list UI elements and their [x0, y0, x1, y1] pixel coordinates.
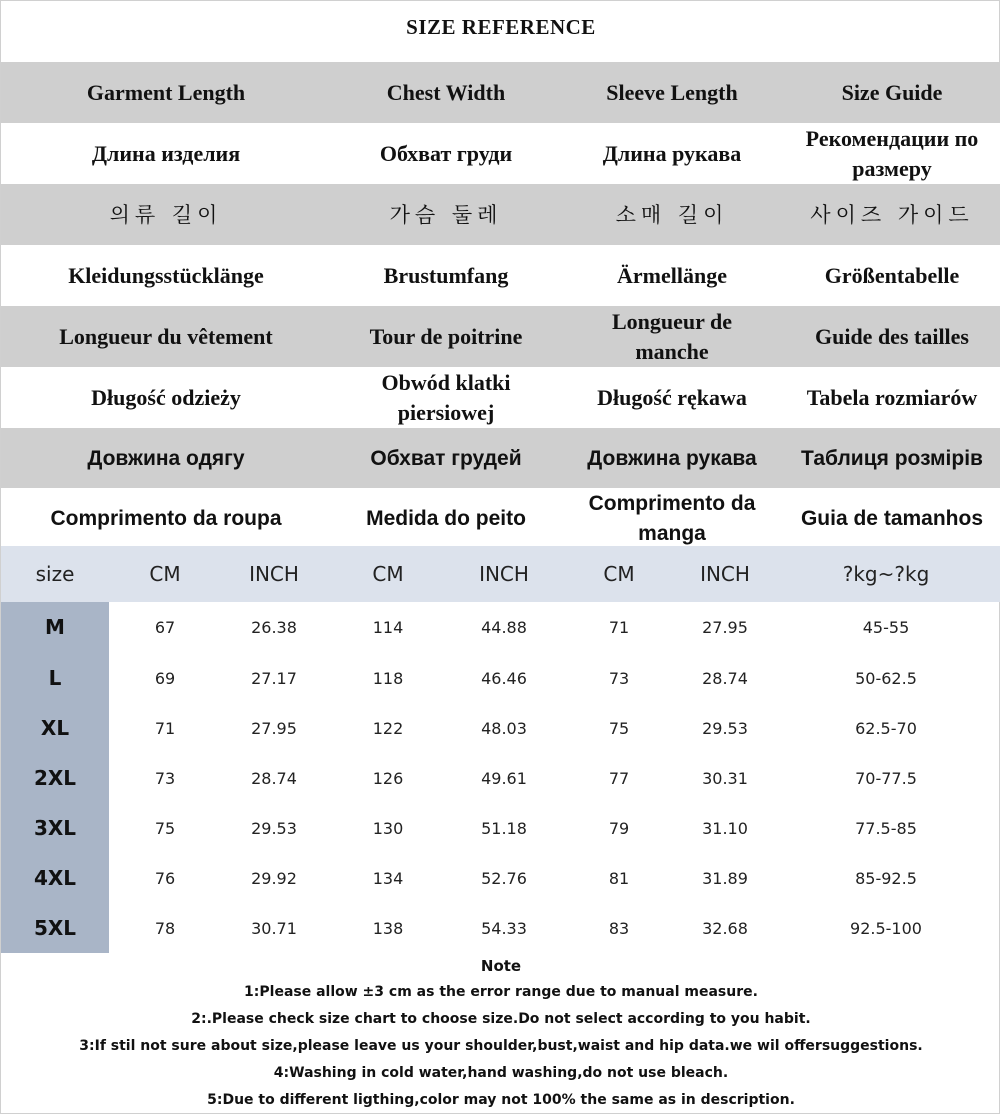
- header-sleeve-length: Longueur de manche: [611, 308, 732, 364]
- notes-section: [1, 953, 1000, 1114]
- cell-chest-inch: 48.03: [481, 718, 527, 738]
- header-chest-width: Tour de poitrine: [369, 323, 523, 349]
- cell-sleeve-inch: 31.89: [702, 868, 748, 888]
- header-sleeve-length: Sleeve Length: [606, 79, 738, 105]
- cell-length-cm: 73: [154, 768, 176, 788]
- table-row: [1, 602, 1000, 652]
- cell-sleeve-inch: 27.95: [702, 617, 748, 637]
- note-line: 3:If stil not sure about size,please leave us your shoulder,bust,waist and hip data.we wil offersuggestions.: [79, 1038, 923, 1054]
- cell-length-cm: 78: [154, 918, 176, 938]
- cell-weight: 50-62.5: [855, 668, 917, 688]
- size-label: XL: [40, 716, 70, 740]
- cell-chest-cm: 130: [372, 818, 404, 838]
- cell-chest-cm: 122: [372, 718, 404, 738]
- unit-chest-inch: INCH: [479, 562, 529, 586]
- cell-weight: 92.5-100: [850, 918, 922, 938]
- unit-sleeve-inch: INCH: [700, 562, 750, 586]
- header-size-guide: Таблиця розмірів: [801, 446, 983, 470]
- cell-length-cm: 71: [154, 718, 176, 738]
- cell-chest-inch: 52.76: [481, 868, 527, 888]
- page-title: SIZE REFERENCE: [406, 15, 596, 39]
- unit-chest-cm: CM: [372, 562, 404, 586]
- cell-length-inch: 27.17: [251, 668, 297, 688]
- cell-chest-cm: 118: [372, 668, 404, 688]
- cell-weight: 70-77.5: [855, 768, 917, 788]
- cell-length-inch: 29.53: [251, 818, 297, 838]
- header-size-guide: Guia de tamanhos: [800, 506, 984, 530]
- size-label: 4XL: [33, 866, 77, 890]
- cell-weight: 77.5-85: [855, 818, 917, 838]
- note-line: 2:.Please check size chart to choose size.Do not select according to you habit.: [191, 1011, 811, 1027]
- header-size-guide: Рекомендации по размеру: [805, 125, 979, 181]
- header-size-guide: Size Guide: [841, 79, 943, 105]
- cell-length-inch: 28.74: [251, 768, 297, 788]
- header-sleeve-length: Длина рукава: [602, 140, 742, 166]
- size-label: 3XL: [33, 816, 77, 840]
- header-row-french: [1, 306, 1000, 367]
- table-row: [1, 803, 1000, 853]
- cell-sleeve-cm: 75: [608, 718, 630, 738]
- size-label: M: [45, 615, 65, 639]
- cell-sleeve-inch: 32.68: [702, 918, 748, 938]
- cell-sleeve-cm: 79: [608, 818, 630, 838]
- header-row-korean: [1, 184, 1000, 245]
- cell-chest-cm: 114: [372, 617, 404, 637]
- header-size-guide: Guide des tailles: [814, 323, 969, 349]
- unit-weight: ?kg~?kg: [842, 562, 930, 586]
- size-label: L: [48, 666, 62, 690]
- header-size-guide: 사이즈 가이드: [810, 202, 974, 227]
- header-garment-length: Długość odzieży: [91, 384, 241, 410]
- unit-length-inch: INCH: [249, 562, 299, 586]
- cell-weight: 85-92.5: [855, 868, 917, 888]
- cell-sleeve-cm: 83: [608, 918, 630, 938]
- cell-chest-inch: 54.33: [481, 918, 527, 938]
- notes-title: Note: [480, 957, 522, 975]
- header-garment-length: Kleidungsstücklänge: [68, 262, 264, 288]
- cell-chest-inch: 49.61: [481, 768, 527, 788]
- size-label: 2XL: [33, 766, 77, 790]
- header-sleeve-length: 소매 길이: [615, 202, 729, 227]
- header-row-portuguese: [1, 488, 1000, 549]
- cell-length-inch: 26.38: [251, 617, 297, 637]
- unit-length-cm: CM: [149, 562, 181, 586]
- size-label: 5XL: [33, 916, 77, 940]
- cell-length-cm: 75: [154, 818, 176, 838]
- header-sleeve-length: Comprimento da manga: [588, 491, 756, 545]
- table-row: [1, 703, 1000, 753]
- cell-length-inch: 27.95: [251, 718, 297, 738]
- header-chest-width: Brustumfang: [383, 262, 509, 288]
- cell-chest-cm: 126: [372, 768, 404, 788]
- cell-chest-inch: 44.88: [481, 617, 527, 637]
- cell-sleeve-inch: 28.74: [702, 668, 748, 688]
- note-line: 4:Washing in cold water,hand washing,do not use bleach.: [273, 1065, 729, 1081]
- cell-sleeve-cm: 71: [608, 617, 630, 637]
- table-row: [1, 753, 1000, 803]
- table-row: [1, 903, 1000, 953]
- cell-sleeve-inch: 29.53: [702, 718, 748, 738]
- header-sleeve-length: Довжина рукава: [587, 446, 757, 470]
- header-row-english: [1, 62, 1000, 123]
- cell-sleeve-cm: 73: [608, 668, 630, 688]
- table-row: [1, 653, 1000, 703]
- cell-weight: 62.5-70: [855, 718, 917, 738]
- header-chest-width: Chest Width: [386, 79, 506, 105]
- cell-weight: 45-55: [862, 617, 910, 637]
- cell-chest-cm: 138: [372, 918, 404, 938]
- header-row-polish: [1, 367, 1000, 428]
- cell-chest-cm: 134: [372, 868, 404, 888]
- unit-size: size: [35, 562, 75, 586]
- header-garment-length: Garment Length: [86, 79, 246, 105]
- header-row-german: [1, 245, 1000, 306]
- header-chest-width: Medida do peito: [366, 506, 526, 530]
- note-line: 1:Please allow ±3 cm as the error range due to manual measure.: [244, 984, 758, 1000]
- cell-chest-inch: 46.46: [481, 668, 527, 688]
- header-garment-length: 의류 길이: [109, 202, 223, 227]
- header-chest-width: Обхват груди: [379, 140, 513, 166]
- header-chest-width: 가슴 둘레: [389, 202, 503, 227]
- header-size-guide: Größentabelle: [824, 262, 960, 288]
- cell-sleeve-cm: 81: [608, 868, 630, 888]
- cell-chest-inch: 51.18: [481, 818, 527, 838]
- table-row: [1, 853, 1000, 903]
- unit-header-row: [1, 546, 1000, 602]
- cell-length-cm: 76: [154, 868, 176, 888]
- header-row-ukrainian: [1, 428, 1000, 489]
- header-sleeve-length: Ärmellänge: [617, 262, 727, 288]
- cell-length-cm: 67: [154, 617, 176, 637]
- cell-length-cm: 69: [154, 668, 176, 688]
- header-garment-length: Довжина одягу: [87, 446, 245, 470]
- cell-sleeve-cm: 77: [608, 768, 630, 788]
- cell-sleeve-inch: 31.10: [702, 818, 748, 838]
- header-row-russian: [1, 123, 1000, 184]
- header-chest-width: Obwód klatki piersiowej: [381, 369, 511, 425]
- header-garment-length: Длина изделия: [91, 140, 241, 166]
- cell-sleeve-inch: 30.31: [702, 768, 748, 788]
- unit-sleeve-cm: CM: [603, 562, 635, 586]
- cell-length-inch: 29.92: [251, 868, 297, 888]
- note-line: 5:Due to different ligthing,color may not 100% the same as in description.: [207, 1092, 795, 1108]
- header-garment-length: Comprimento da roupa: [50, 506, 282, 530]
- header-size-guide: Tabela rozmiarów: [806, 384, 978, 410]
- header-garment-length: Longueur du vêtement: [59, 323, 273, 349]
- cell-length-inch: 30.71: [251, 918, 297, 938]
- header-sleeve-length: Długość rękawa: [597, 384, 747, 410]
- header-chest-width: Обхват грудей: [370, 446, 522, 470]
